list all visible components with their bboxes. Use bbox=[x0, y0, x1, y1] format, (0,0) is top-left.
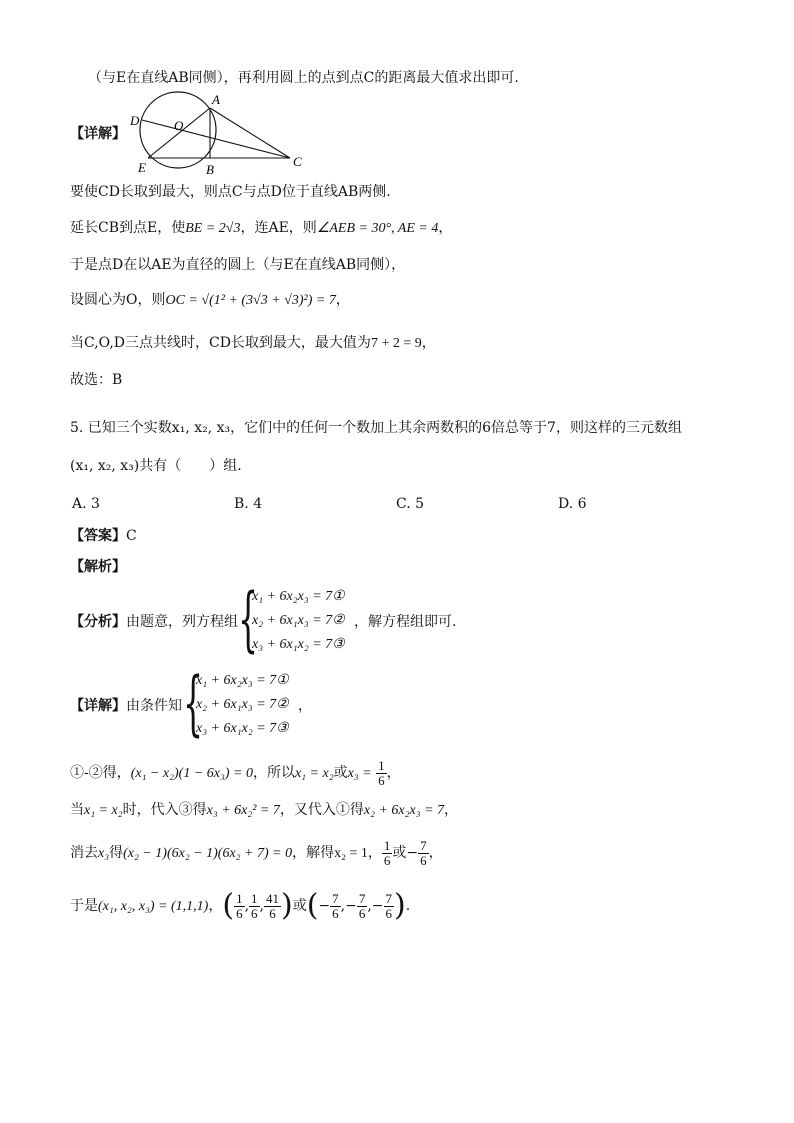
jiexi-line: 【解析】 bbox=[70, 559, 126, 575]
step-4: 于是(x₁, x₂, x₃) = (1,1,1)，( $\frac{1}{6}$ , $\frac{1}{6}$ , $\frac{41}{6}$ )或(− $\frac{7}{6}$ ,− $\frac{7}{6}$ ,− $\frac{7}{6}$ ). bbox=[70, 888, 411, 923]
point-label-b: B bbox=[206, 162, 214, 177]
point-label-o: O bbox=[174, 118, 184, 133]
analysis-eq-3: x₃ + 6x₁x₂ = 7③ bbox=[252, 637, 345, 652]
detail-line-2: 延长CB到点E，使BE = 2√3，连AE，则∠AEB = 30°, AE = 4， bbox=[70, 220, 453, 236]
analysis-eq-1: x₁ + 6x₂x₃ = 7① bbox=[252, 589, 345, 604]
point-label-a: A bbox=[212, 92, 220, 107]
detail-line-1: 要使CD长取到最大，则点C与点D位于直线AB两侧. bbox=[70, 184, 391, 200]
geometry-figure bbox=[130, 88, 310, 180]
segment-ac bbox=[210, 108, 290, 158]
continuation-line bbox=[88, 68, 519, 88]
step-1: ①-②得，(x₁ − x₂)(1 − 6x₃) = 0，所以x₁ = x₂或x₃ = $\frac{1}{6}$ ， bbox=[70, 757, 401, 788]
fraction-7-6-d: $\frac{7}{6}$ bbox=[385, 890, 393, 921]
option-b[interactable]: B. 4 bbox=[234, 496, 263, 512]
fraction-1-6-b: $\frac{1}{6}$ bbox=[383, 837, 391, 868]
continuation-text: （与E在直线AB同侧），再利用圆上的点到点C的距离最大值求出即可. bbox=[88, 70, 519, 86]
fraction-7-6-c: $\frac{7}{6}$ bbox=[358, 890, 366, 921]
option-d[interactable]: D. 6 bbox=[558, 496, 587, 512]
point-label-d: D bbox=[130, 113, 140, 128]
detail-eq-1: x₁ + 6x₂x₃ = 7① bbox=[196, 673, 289, 688]
segment-ae bbox=[148, 108, 210, 158]
point-label-e: E bbox=[138, 160, 146, 175]
detail-brace: { bbox=[183, 662, 204, 744]
detail-line-5: 当C,O,D三点共线时，CD长取到最大，最大值为7 + 2 = 9， bbox=[70, 335, 436, 351]
fraction-41-6: $\frac{41}{6}$ bbox=[265, 890, 279, 921]
analysis-brace: { bbox=[238, 578, 259, 660]
answer-line: 【答案】C bbox=[70, 528, 137, 544]
q5-stem-line-2: (x₁, x₂, x₃)共有（ ）组. bbox=[70, 458, 242, 474]
fraction-7-6-b: $\frac{7}{6}$ bbox=[332, 890, 339, 921]
analysis-tail: ，解方程组即可. bbox=[354, 614, 457, 630]
point-label-c: C bbox=[293, 154, 302, 169]
detail-line-6: 故选：B bbox=[70, 372, 123, 388]
analysis-line: 【分析】由题意，列方程组 bbox=[70, 614, 238, 630]
detail-tail: ， bbox=[298, 698, 312, 714]
fraction-7-6: $\frac{7}{6}$ bbox=[420, 837, 427, 868]
option-c[interactable]: C. 5 bbox=[396, 496, 425, 512]
analysis-eq-2: x₂ + 6x₁x₃ = 7② bbox=[252, 613, 345, 628]
detail-eq-3: x₃ + 6x₁x₂ = 7③ bbox=[196, 721, 289, 736]
fraction-1-6: $\frac{1}{6}$ bbox=[378, 757, 385, 788]
detail-line-3: 于是点D在以AE为直径的圆上（与E在直线AB同侧）， bbox=[70, 257, 406, 273]
detail-eq-2: x₂ + 6x₁x₃ = 7② bbox=[196, 697, 289, 712]
q5-stem-line-1: 5. 已知三个实数x₁, x₂, x₃，它们中的任何一个数加上其余两数积的6倍总等于7，则这样的三元数组 bbox=[70, 420, 682, 436]
step-3: 消去x₃得(x₂ − 1)(6x₂ − 1)(6x₂ + 7) = 0，解得x₂ = 1， $\frac{1}{6}$ 或− $\frac{7}{6}$ ， bbox=[70, 837, 443, 868]
fraction-1-6-c: $\frac{1}{6}$ bbox=[236, 890, 243, 921]
step-2: 当x₁ = x₂时，代入③得x₃ + 6x₂² = 7，又代入①得x₂ + 6x₂x₃ = 7， bbox=[70, 802, 459, 818]
detail-line-4: 设圆心为O，则OC = √(1² + (3√3 + √3)²) = 7， bbox=[70, 292, 350, 308]
fraction-1-6-d: $\frac{1}{6}$ bbox=[251, 890, 258, 921]
detail2-line: 【详解】由条件知 bbox=[70, 698, 182, 714]
option-a[interactable]: A. 3 bbox=[72, 496, 100, 512]
detail-label-figure: 【详解】 bbox=[70, 126, 126, 142]
